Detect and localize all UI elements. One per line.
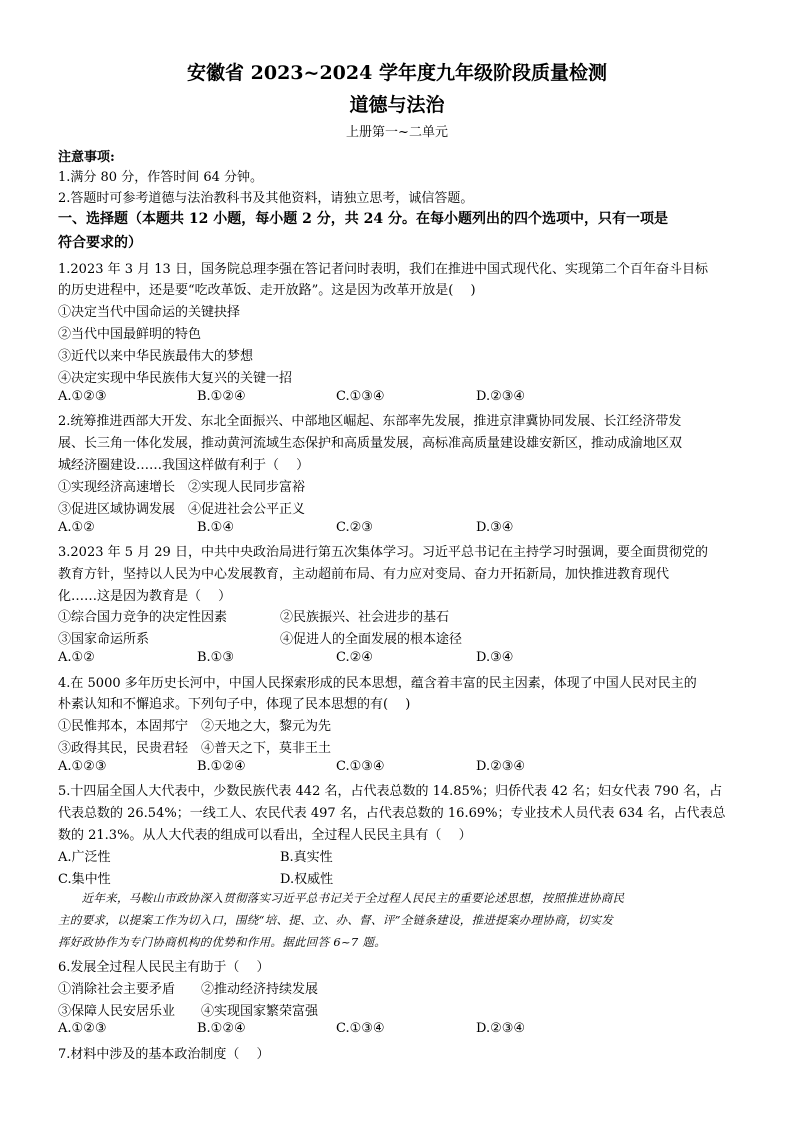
question-stem: 7.材料中涉及的基本政治制度（ ）: [58, 1047, 270, 1062]
option-b: B.①④: [197, 520, 234, 535]
statement-item: ①民惟邦本，本固邦宁 ②天地之大，黎元为先: [58, 719, 332, 734]
option-c: C.②③: [336, 520, 373, 535]
statement-item: ②当代中国最鲜明的特色: [58, 327, 202, 342]
statement-item: ③近代以来中华民族最伟大的梦想: [58, 349, 254, 364]
notice-item: 2.答题时可参考道德与法治教科书及其他资料，请独立思考，诚信答题。: [58, 191, 474, 206]
section-heading-cont: 符合要求的）: [58, 235, 142, 251]
statement-item: ②民族振兴、社会进步的基石: [280, 610, 450, 625]
question-stem: 4.在 5000 多年历史长河中，中国人民探索形成的民本思想，蕴含着丰富的民主因素，体现了中国人民对民主的: [58, 676, 697, 691]
statement-item: ③政得其民，民贵君轻 ④普天之下，莫非王土: [58, 741, 332, 756]
question-stem: 教育方针，坚持以人民为中心发展教育，主动超前布局、有力应对变局、奋力开拓新局，加快推进教育现代: [58, 567, 670, 582]
statement-item: ①实现经济高速增长 ②实现人民同步富裕: [58, 480, 306, 495]
statement-item: ④促进人的全面发展的根本途径: [280, 632, 463, 647]
option-a: A.①②③: [58, 759, 107, 774]
material-line: 主的要求，以提案工作为切入口，围绕“培、提、立、办、督、评”全链条建设，推进提案办理协商，切实发: [58, 913, 614, 927]
option-c: C.①③④: [336, 1021, 385, 1036]
statement-item: ③国家命运所系: [58, 632, 150, 647]
question-stem: 6.发展全过程人民民主有助于（ ）: [58, 960, 270, 975]
statement-item: ③促进区域协调发展 ④促进社会公平正义: [58, 502, 306, 517]
statement-item: ①消除社会主要矛盾 ②推动经济持续发展: [58, 982, 319, 997]
option-a: A.①②: [58, 650, 95, 665]
option-c: C.①③④: [336, 759, 385, 774]
material-line: 挥好政协作为专门协商机构的优势和作用。据此回答 6~7 题。: [58, 935, 387, 949]
option-c: C.集中性: [58, 872, 111, 887]
exam-title: 安徽省 2023~2024 学年度九年级阶段质量检测: [187, 62, 607, 84]
question-stem: 展、长三角一体化发展，推动黄河流域生态保护和高质量发展，高标准高质量建设雄安新区，推动成渝地区双: [58, 436, 683, 451]
option-d: D.②③④: [476, 389, 526, 404]
statement-item: ③保障人民安居乐业 ④实现国家繁荣富强: [58, 1004, 319, 1019]
option-b: B.①②④: [197, 1021, 246, 1036]
statement-item: ④决定实现中华民族伟大复兴的关键一招: [58, 371, 293, 386]
option-d: D.③④: [476, 650, 514, 665]
question-stem: 朴素认知和不懈追求。下列句子中，体现了民本思想的有( ): [58, 697, 411, 712]
option-b: B.①②④: [197, 389, 246, 404]
statement-item: ①综合国力竞争的决定性因素: [58, 610, 228, 625]
option-d: D.②③④: [476, 759, 526, 774]
option-c: C.①③④: [336, 389, 385, 404]
question-stem: 2.统筹推进西部大开发、东北全面振兴、中部地区崛起、东部率先发展，推进京津冀协同发展、长江经济带发: [58, 414, 682, 429]
option-b: B.①②④: [197, 759, 246, 774]
subject-title: 道德与法治: [349, 94, 445, 116]
option-a: A.①②③: [58, 389, 107, 404]
option-a: A.①②③: [58, 1021, 107, 1036]
option-d: D.权威性: [280, 872, 334, 887]
question-stem: 城经济圈建设……我国这样做有利于（ ）: [58, 458, 310, 473]
option-a: A.①②: [58, 520, 95, 535]
exam-scope: 上册第一~二单元: [346, 125, 448, 140]
question-stem: 数的 21.3%。从人大代表的组成可以看出，全过程人民民主具有（ ）: [58, 828, 472, 843]
question-stem: 3.2023 年 5 月 29 日，中共中央政治局进行第五次集体学习。习近平总书记在主持学习时强调，要全面贯彻党的: [58, 545, 708, 560]
section-heading: 一、选择题（本题共 12 小题，每小题 2 分，共 24 分。在每小题列出的四个选项中，只有一项是: [58, 211, 668, 227]
question-stem: 5.十四届全国人大代表中，少数民族代表 442 名，占代表总数的 14.85%；归侨代表 42 名；妇女代表 790 名，占: [58, 784, 723, 799]
option-d: D.③④: [476, 520, 514, 535]
notice-heading: 注意事项:: [58, 150, 115, 165]
option-d: D.②③④: [476, 1021, 526, 1036]
option-c: C.②④: [336, 650, 373, 665]
option-b: B.真实性: [280, 850, 333, 865]
option-b: B.①③: [197, 650, 234, 665]
question-stem: 代表总数的 26.54%；一线工人、农民代表 497 名，占代表总数的 16.69%；专业技术人员代表 634 名，占代表总: [58, 806, 726, 821]
question-stem: 1.2023 年 3 月 13 日，国务院总理李强在答记者问时表明，我们在推进中国式现代化、实现第二个百年奋斗目标: [58, 262, 708, 277]
option-a: A.广泛性: [58, 850, 111, 865]
notice-item: 1.满分 80 分，作答时间 64 分钟。: [58, 170, 264, 185]
question-stem: 的历史进程中，还是要“吃改革饭、走开放路”。这是因为改革开放是( ): [58, 283, 476, 298]
question-stem: 化……这是因为教育是（ ）: [58, 589, 232, 604]
material-line: 近年来，马鞍山市政协深入贯彻落实习近平总书记关于全过程人民民主的重要论述思想，按照推进协商民: [58, 891, 625, 905]
statement-item: ①决定当代中国命运的关键抉择: [58, 305, 241, 320]
